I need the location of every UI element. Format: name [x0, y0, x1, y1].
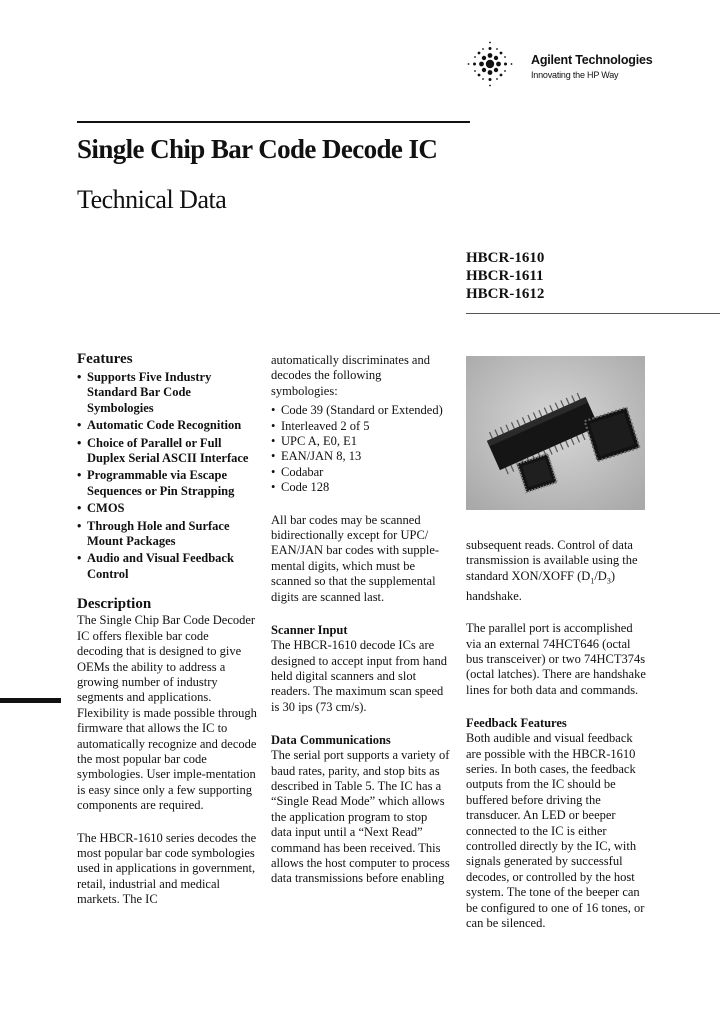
symbologies-list [271, 403, 451, 495]
column-middle [271, 353, 451, 887]
scanner-input-heading: Scanner Input [271, 623, 348, 638]
feedback-features-heading: Feedback Features [466, 716, 567, 731]
part-number: HBCR-1612 [466, 286, 545, 302]
symbology-item: • Code 128 [271, 480, 330, 495]
feature-item: • Choice of Parallel or Full Duplex Serial ASCII Interface [77, 435, 249, 466]
feature-item: • Through Hole and Surface Mount Packages [77, 518, 230, 549]
description-paragraph: The Single Chip Bar Code Decoder IC offers flexible bar code decoding that is designed to give OEMs the ability to address a growing number of industry segments and applications. Flexibility is made possible through firmware that allows the IC to automatically recognize and decode the most popular bar code symbologies. User imple-mentation is easy since only a few supporting components are required. [77, 613, 257, 813]
feature-item: • Audio and Visual Feedback Control [77, 551, 234, 581]
parallel-port-paragraph: The parallel port is accomplished via an external 74HCT646 (octal bus transceiver) or two 74HCT374s (octal latches). There are handshake lines for both data and commands. [466, 621, 646, 697]
symbology-item: • EAN/JAN 8, 13 [271, 449, 362, 464]
data-communications-heading: Data Communications [271, 733, 391, 748]
column-right [466, 538, 646, 931]
part-number: HBCR-1611 [466, 268, 544, 284]
symbology-item: • Codabar [271, 464, 324, 479]
title-rule [77, 121, 470, 123]
feature-item: • Supports Five Industry Standard Bar Code Symbologies [77, 370, 212, 415]
margin-marker [0, 698, 61, 703]
agilent-spark-logo [466, 40, 514, 88]
description-heading: Description [77, 596, 152, 613]
feature-item: • Automatic Code Recognition [77, 418, 242, 433]
ic-packages-photo [466, 356, 645, 510]
symbology-item: • Interleaved 2 of 5 [271, 418, 370, 433]
page-title: Single Chip Bar Code Decode IC [77, 134, 438, 164]
column-left [77, 350, 257, 908]
symbology-item: • UPC A, E0, E1 [271, 434, 358, 449]
description-paragraph: The HBCR-1610 series decodes the most popular bar code symbologies used in applications in government, retail, industrial and medical markets. The IC [77, 830, 257, 907]
symbologies-intro: automatically discriminates and decodes the following symbologies: [271, 353, 430, 398]
brand-tagline: Innovating the HP Way [531, 70, 619, 80]
bidirectional-paragraph: All bar codes may be scanned bidirectionally except for UPC/ EAN/JAN bar codes with supple-mental digits, which must be scanned so that the supplemental digits are scanned last. [271, 512, 440, 604]
feature-item: • CMOS [77, 501, 125, 516]
page-subtitle: Technical Data [77, 185, 227, 214]
section-rule [466, 313, 720, 314]
features-list [77, 370, 257, 582]
feedback-features-paragraph: Both audible and visual feedback are possible with the HBCR-1610 series. In both cases, the feedback outputs from the IC should be buffered before driving the transducer. An LED or beeper connected to the IC is either controlled directly by the IC, with signals generated by successful decodes, or controlled by the host system. The tone of the beeper can be configured to one of 16 tones, or can be silenced. [466, 731, 645, 931]
data-communications-paragraph: The serial port supports a variety of baud rates, parity, and stop bits as described in Table 5. The IC has a “Single Read Mode” which allows the application program to stop data input until a “Next Read” command has been received. This allows the host computer to process data transmissions before enabling [271, 748, 450, 886]
features-heading: Features [77, 351, 133, 367]
symbology-item: • Code 39 (Standard or Extended) [271, 403, 443, 418]
xon-xoff-paragraph: subsequent reads. Control of data transmission is available using the standard XON/XOFF $(D_1/D_3)$ handshake. [466, 538, 638, 603]
part-numbers [466, 249, 544, 303]
part-number: HBCR-1610 [466, 250, 545, 266]
scanner-input-paragraph: The HBCR-1610 decode ICs are designed to accept input from hand held digital scanners and slot readers. The maximum scan speed is 30 ips (73 cm/s). [271, 638, 447, 714]
brand-name: Agilent Technologies [531, 53, 653, 67]
feature-item: • Programmable via Escape Sequences or Pin Strapping [77, 468, 235, 498]
